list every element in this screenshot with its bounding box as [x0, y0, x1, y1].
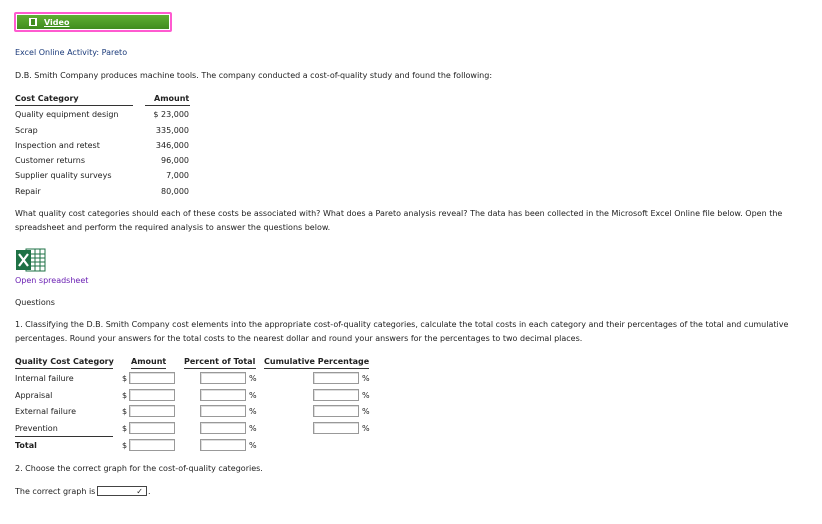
dollar-sign: $: [122, 407, 128, 416]
amount-header: Amount: [154, 94, 190, 103]
answer-row-category: Appraisal: [15, 391, 53, 400]
header-underline: [145, 105, 190, 106]
percent-sign: %: [362, 391, 370, 400]
question-text-line1: What quality cost categories should each of these costs be associated with? What does a Pareto analysis reveal? The data has been collected in the Microsoft Excel Online file below. Open the: [15, 209, 783, 218]
cost-row-amount: 80,000: [161, 187, 189, 196]
percent-input-external-failure[interactable]: [200, 405, 246, 417]
cost-row-category: Supplier quality surveys: [15, 171, 112, 180]
dollar-sign: $: [122, 374, 128, 383]
intro-text: D.B. Smith Company produces machine tools. The company conducted a cost-of-quality study and found the following:: [15, 71, 493, 80]
dollar-sign: $: [122, 424, 128, 433]
cost-row-category: Repair: [15, 187, 41, 196]
cost-row-amount: $ 23,000: [153, 110, 189, 119]
q1-line1: 1. Classifying the D.B. Smith Company cost elements into the appropriate cost-of-quality categories, calculate the total costs in each category and their percentages of the total and cumulative: [15, 320, 789, 329]
video-label: Video: [44, 17, 70, 27]
total-divider: [15, 436, 113, 437]
header-underline: [15, 368, 113, 369]
video-button[interactable]: [14, 12, 172, 32]
amount-input-prevention[interactable]: [129, 422, 175, 434]
cost-row-category: Quality equipment design: [15, 110, 119, 119]
answer-row-category: Prevention: [15, 424, 58, 433]
answer-row-category: Internal failure: [15, 374, 74, 383]
percent-total-header: Percent of Total: [184, 357, 256, 366]
answer-row-category: External failure: [15, 407, 77, 416]
cumulative-input-internal-failure[interactable]: [313, 372, 359, 384]
cost-row-amount: 7,000: [166, 171, 189, 180]
q2-text: 2. Choose the correct graph for the cost-of-quality categories.: [15, 464, 263, 473]
cumulative-percentage-header: Cumulative Percentage: [264, 357, 370, 366]
percent-sign: %: [362, 424, 370, 433]
amount-input-appraisal[interactable]: [129, 389, 175, 401]
amount-input-total[interactable]: [129, 439, 175, 451]
cumulative-input-appraisal[interactable]: [313, 389, 359, 401]
q1-line2: percentages. Round your answers for the total costs to the nearest dollar and round your answers for the percentages to two decimal places.: [15, 334, 583, 343]
cost-row-amount: 96,000: [161, 156, 189, 165]
dollar-sign: $: [122, 441, 128, 450]
header-underline: [15, 105, 133, 106]
header-underline: [184, 368, 256, 369]
questions-label: Questions: [15, 298, 55, 307]
cumulative-input-prevention[interactable]: [313, 422, 359, 434]
period: .: [148, 487, 151, 496]
amount-input-internal-failure[interactable]: [129, 372, 175, 384]
percent-sign: %: [249, 441, 257, 450]
percent-sign: %: [362, 374, 370, 383]
percent-input-prevention[interactable]: [200, 422, 246, 434]
percent-input-internal-failure[interactable]: [200, 372, 246, 384]
amount-column-header: Amount: [131, 357, 167, 366]
percent-sign: %: [249, 407, 257, 416]
cost-row-category: Inspection and retest: [15, 141, 100, 150]
dollar-sign: $: [122, 391, 128, 400]
cost-row-amount: 346,000: [155, 141, 189, 150]
percent-input-appraisal[interactable]: [200, 389, 246, 401]
percent-sign: %: [362, 407, 370, 416]
cost-category-header: Cost Category: [15, 94, 79, 103]
chevron-down-icon: ✓: [136, 487, 143, 496]
graph-prompt: The correct graph is: [15, 487, 96, 496]
header-underline: [131, 368, 166, 369]
activity-title: Excel Online Activity: Pareto: [15, 48, 128, 57]
cost-row-amount: 335,000: [155, 126, 189, 135]
total-label: Total: [15, 441, 37, 450]
open-spreadsheet-link[interactable]: Open spreadsheet: [15, 276, 89, 285]
excel-icon[interactable]: [16, 248, 46, 272]
amount-input-external-failure[interactable]: [129, 405, 175, 417]
cumulative-input-external-failure[interactable]: [313, 405, 359, 417]
header-underline: [264, 368, 369, 369]
percent-sign: %: [249, 374, 257, 383]
percent-input-total[interactable]: [200, 439, 246, 451]
percent-sign: %: [249, 391, 257, 400]
quality-cost-category-header: Quality Cost Category: [15, 357, 114, 366]
question-text-line2: spreadsheet and perform the required analysis to answer the questions below.: [15, 223, 331, 232]
cost-row-category: Scrap: [15, 126, 38, 135]
percent-sign: %: [249, 424, 257, 433]
cost-row-category: Customer returns: [15, 156, 86, 165]
graph-select[interactable]: [97, 486, 147, 496]
film-icon: [29, 18, 37, 26]
